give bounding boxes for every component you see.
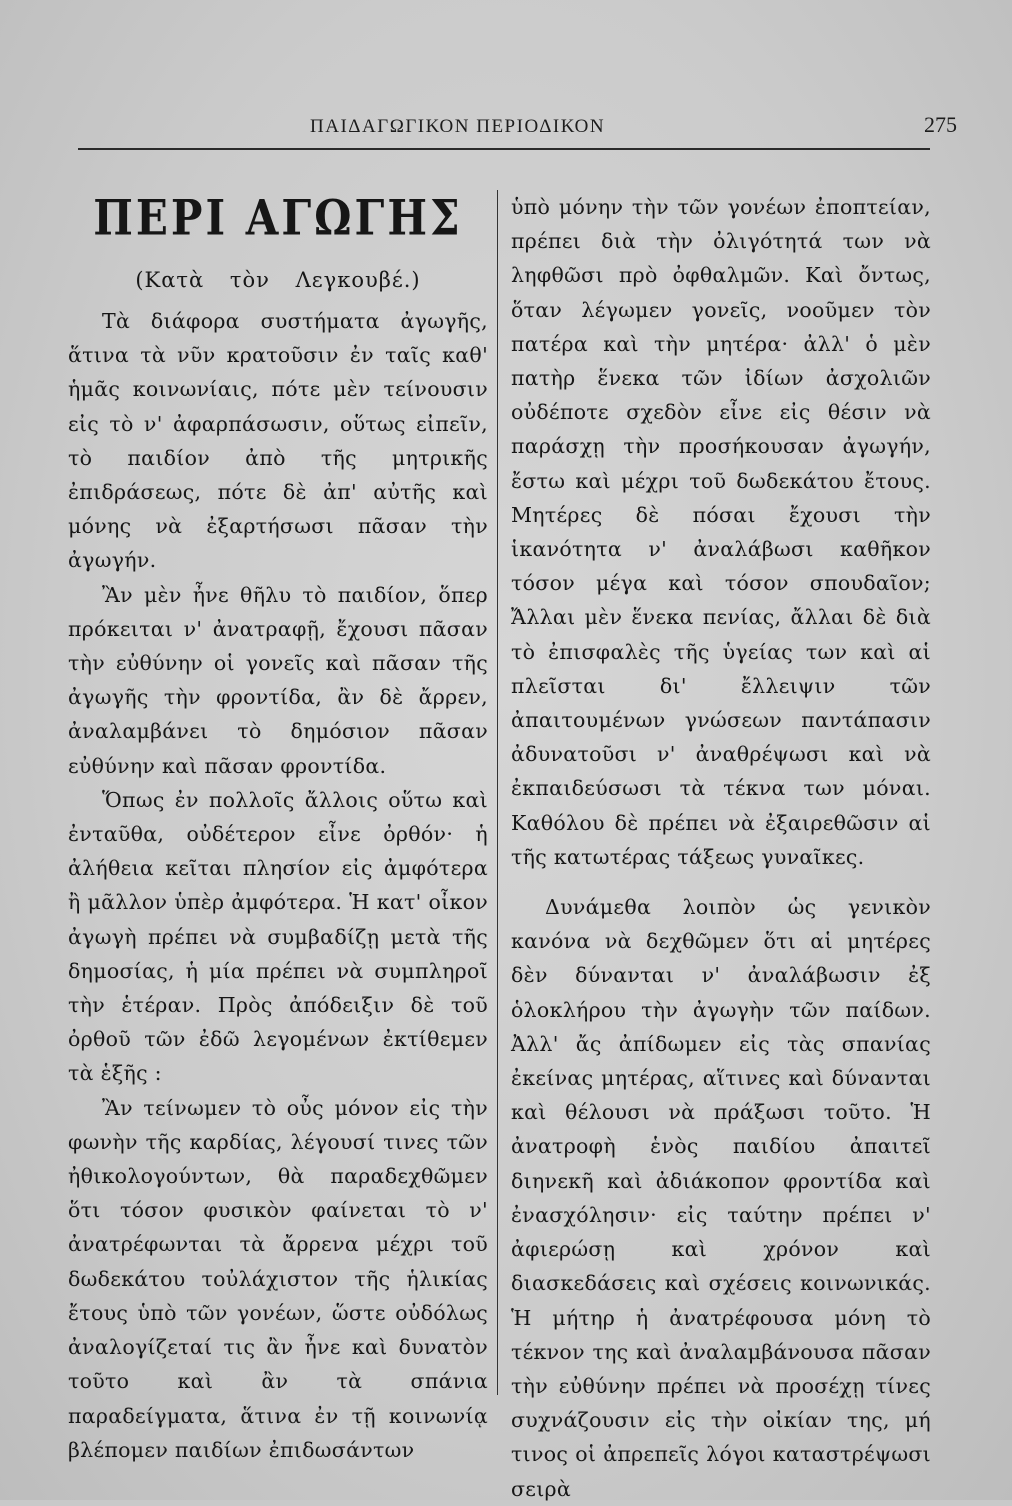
paragraph: ὑπὸ μόνην τὴν τῶν γονέων ἐποπτείαν, πρέπει διὰ τὴν ὀλιγότητά των νὰ ληφθῶσι πρὸ ὀφθαλμῶν. Καὶ ὄντως, ὅταν λέγωμεν γονεῖς, νοοῦμεν τὸν πατέρα καὶ τὴν μητέρα· ἀλλ' ὁ μὲν πατὴρ ἕνεκα τῶν ἰδίων ἀσχολιῶν οὐδέποτε σχεδὸν εἶνε εἰς θέσιν νὰ παράσχῃ τὴν προσήκουσαν ἀγωγήν, ἔστω καὶ μέχρι τοῦ δωδεκάτου ἔτους. Μητέρες δὲ πόσαι ἔχουσι τὴν ἱκανότητα ν' ἀναλάβωσι καθῆκον τόσον μέγα καὶ τόσον σπουδαῖον; Ἄλλαι μὲν ἕνεκα πενίας, ἄλλαι δὲ διὰ τὸ ἐπισφαλὲς τῆς ὑγείας των καὶ αἱ πλεῖσται δι' ἔλλειψιν τῶν ἀπαιτουμένων γνώσεων παντάπασιν ἀδυνατοῦσι ν' ἀναθρέψωσι καὶ νὰ ἐκπαιδεύσωσι τὰ τέκνα των μόναι. Καθόλου δὲ πρέπει νὰ ἐξαιρεθῶσιν αἱ τῆς κατωτέρας τάξεως γυναῖκες. [511, 195, 931, 869]
article-title: ΠΕΡΙ ΑΓΩΓΗΣ [93, 189, 463, 247]
header-rule [78, 148, 930, 150]
left-column [68, 190, 488, 1467]
page-number: 275 [924, 112, 957, 137]
paragraph: Ὅπως ἐν πολλοῖς ἄλλοις οὕτω καὶ ἐνταῦθα, οὐδέτερον εἶνε ὀρθόν· ἡ ἀλήθεια κεῖται πλησίον εἰς ἀμφότερα ἢ μᾶλλον ὑπὲρ ἀμφότερα. Ἡ κατ' οἶκον ἀγωγὴ πρέπει νὰ συμβαδίζῃ μετὰ τῆς δημοσίας, ἡ μία πρέπει νὰ συμπληροῖ τὴν ἑτέραν. Πρὸς ἀπόδειξιν δὲ τοῦ ὀρθοῦ τῶν ἐδῶ λεγομένων ἐκτίθεμεν τὰ ἑξῆς : [68, 787, 488, 1086]
journal-title: ΠΑΙΔΑΓΩΓΙΚΟΝ ΠΕΡΙΟΔΙΚΟΝ [310, 116, 606, 137]
right-column [511, 190, 931, 1506]
paragraph: Δυνάμεθα λοιπὸν ὡς γενικὸν κανόνα νὰ δεχθῶμεν ὅτι αἱ μητέρες δὲν δύνανται ν' ἀναλάβωσιν ἐξ ὁλοκλήρου τὴν ἀγωγὴν τῶν παίδων. Ἀλλ' ἄς ἀπίδωμεν εἰς τὰς σπανίας ἐκείνας μητέρας, αἵτινες καὶ δύνανται καὶ θέλουσι νὰ πράξωσι τοῦτο. Ἡ ἀνατροφὴ ἑνὸς παιδίου ἀπαιτεῖ διηνεκῆ καὶ ἀδιάκοπον φροντίδα καὶ ἐνασχόλησιν· εἰς ταύτην πρέπει ν' ἀφιερώσῃ καὶ χρόνον καὶ διασκεδάσεις καὶ σχέσεις κοινωνικάς. Ἡ μήτηρ ἡ ἀνατρέφουσα μόνη τὸ τέκνον της καὶ ἀναλαμβάνουσα πᾶσαν τὴν εὐθύνην πρέπει νὰ προσέχῃ τίνες συχνάζουσιν εἰς τὴν οἰκίαν της, μή τινος οἱ ἀπρεπεῖς λόγοι καταστρέψωσι σειρὰ [511, 895, 931, 1501]
paragraph: Ἂν μὲν ἦνε θῆλυ τὸ παιδίον, ὅπερ πρόκειται ν' ἀνατραφῇ, ἔχουσι πᾶσαν τὴν εὐθύνην οἱ γονεῖς καὶ πᾶσαν τῆς ἀγωγῆς τὴν φροντίδα, ἂν δὲ ἄρρεν, ἀναλαμβάνει τὸ δημόσιον πᾶσαν εὐθύνην καὶ πᾶσαν φροντίδα. [68, 582, 488, 778]
running-header [0, 112, 1012, 142]
column-divider [497, 190, 498, 1395]
paragraph: Ἂν τείνωμεν τὸ οὖς μόνον εἰς τὴν φωνὴν τῆς καρδίας, λέγουσί τινες τῶν ἠθικολογούντων, θὰ παραδεχθῶμεν ὅτι τόσον φυσικὸν φαίνεται τὸ ν' ἀνατρέφωνται τὰ ἄρρενα μέχρι τοῦ δωδεκάτου τοὐλάχιστον τῆς ἡλικίας ἔτους ὑπὸ τῶν γονέων, ὥστε οὐδόλως ἀναλογίζεταί τις ἂν ἦνε καὶ δυνατὸν τοῦτο καὶ ἂν τὰ σπάνια παραδείγματα, ἅτινα ἐν τῇ κοινωνίᾳ βλέπομεν παιδίων ἐπιδωσάντων [68, 1095, 488, 1462]
article-subtitle: (Κατὰ τὸν Λεγκουβέ.) [135, 268, 421, 292]
paragraph: Τὰ διάφορα συστήματα ἀγωγῆς, ἅτινα τὰ νῦν κρατοῦσιν ἐν ταῖς καθ' ἡμᾶς κοινωνίαις, πότε μὲν τείνουσιν εἰς τὸ ν' ἀφαρπάσωσιν, οὕτως εἰπεῖν, τὸ παιδίον ἀπὸ τῆς μητρικῆς ἐπιδράσεως, πότε δὲ ἀπ' αὐτῆς καὶ μόνης νὰ ἐξαρτήσωσι πᾶσαν τὴν ἀγωγήν. [68, 309, 488, 573]
